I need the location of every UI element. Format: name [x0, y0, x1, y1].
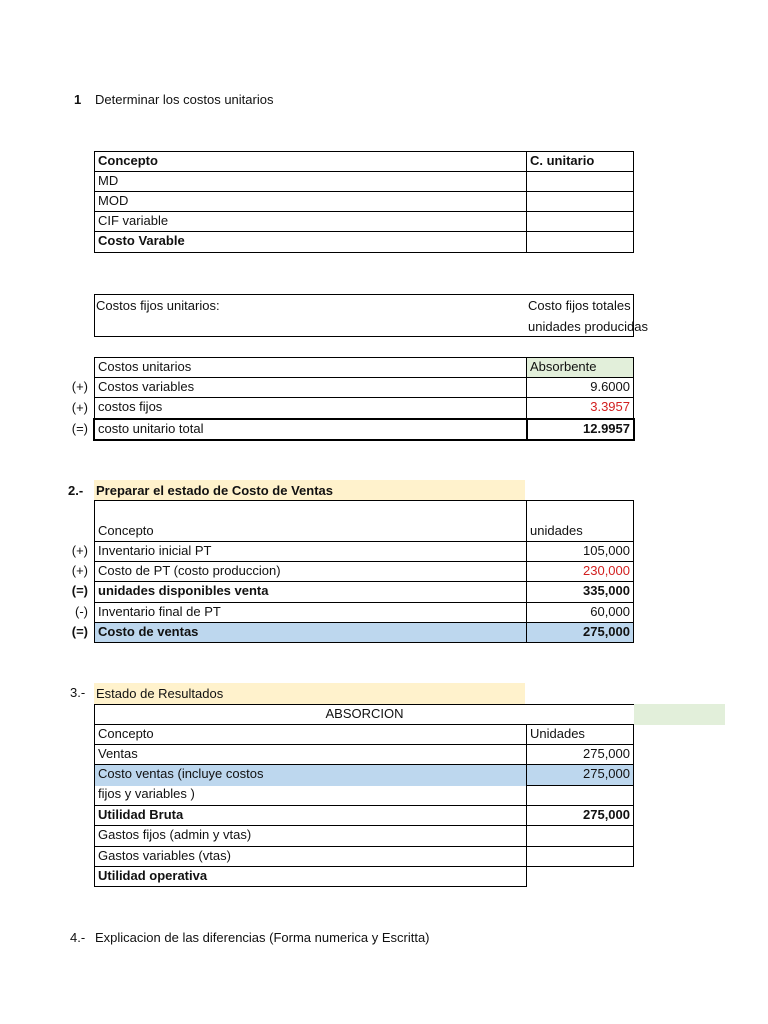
row-gastos-fijos: Gastos fijos (admin y vtas) — [94, 825, 527, 847]
row-costo-unitario-total: costo unitario total — [93, 418, 528, 441]
header-c-unitario: C. unitario — [526, 151, 634, 172]
value-inventario-final[interactable]: 60,000 — [526, 602, 634, 623]
absorcion-header: ABSORCION — [94, 704, 634, 725]
value-gastos-variables[interactable] — [526, 846, 634, 867]
value-costo-pt[interactable]: 230,000 — [526, 561, 634, 582]
value-costos-fijos[interactable]: 3.3957 — [526, 397, 634, 419]
row-ventas: Ventas — [94, 744, 527, 765]
row-md: MD — [94, 171, 527, 192]
sign-minus: (-) — [75, 604, 88, 619]
absorcion-band-extension — [634, 704, 725, 725]
row-unidades-disponibles: unidades disponibles venta — [94, 581, 527, 603]
is-header-concepto: Concepto — [94, 724, 527, 745]
sign-plus: (+) — [71, 563, 88, 578]
header-concepto: Concepto — [94, 151, 527, 172]
is-header-unidades: Unidades — [526, 724, 634, 745]
unit-costs-header-concept: Costos unitarios — [94, 357, 527, 378]
value-costo-unitario-total[interactable]: 12.9957 — [526, 418, 635, 441]
sign-equals: (=) — [71, 421, 88, 436]
row-cif-variable: CIF variable — [94, 211, 527, 232]
row-costo-de-ventas: Costo de ventas — [94, 622, 527, 643]
value-costo-ventas-cont[interactable] — [526, 785, 634, 806]
row-costo-variable: Costo Varable — [94, 231, 527, 253]
fixed-costs-label: Costos fijos unitarios: — [96, 298, 220, 313]
section3-title: Estado de Resultados — [94, 683, 525, 704]
row-mod: MOD — [94, 191, 527, 212]
fixed-costs-line2: unidades producidas — [528, 319, 648, 334]
sign-equals: (=) — [71, 583, 88, 598]
row-costo-ventas: Costo ventas (incluye costos — [94, 764, 527, 786]
cell-cif-value[interactable] — [526, 211, 634, 232]
cell-mod-value[interactable] — [526, 191, 634, 212]
row-utilidad-bruta: Utilidad Bruta — [94, 805, 527, 826]
value-ventas[interactable]: 275,000 — [526, 744, 634, 765]
sign-equals: (=) — [71, 624, 88, 639]
cos-header-unidades: unidades — [526, 500, 634, 542]
row-costos-fijos: costos fijos — [94, 397, 527, 419]
unit-costs-header-absorbente: Absorbente — [526, 357, 634, 378]
section1-title: Determinar los costos unitarios — [95, 92, 274, 107]
sign-plus: (+) — [71, 400, 88, 415]
section3-number: 3.- — [70, 685, 86, 700]
value-costo-ventas[interactable]: 275,000 — [526, 764, 634, 786]
fixed-costs-line1: Costo fijos totales — [528, 298, 631, 313]
row-gastos-variables: Gastos variables (vtas) — [94, 846, 527, 867]
row-utilidad-operativa: Utilidad operativa — [94, 866, 527, 887]
value-utilidad-bruta[interactable]: 275,000 — [526, 805, 634, 826]
row-costo-ventas-cont: fijos y variables ) — [94, 785, 527, 806]
row-costo-pt: Costo de PT (costo produccion) — [94, 561, 527, 582]
cell-costo-variable-value[interactable] — [526, 231, 634, 253]
section4-number: 4.- — [70, 930, 86, 945]
row-inventario-final: Inventario final de PT — [94, 602, 527, 623]
fixed-costs-box — [94, 294, 648, 337]
value-unidades-disponibles[interactable]: 335,000 — [526, 581, 634, 603]
cos-header-concepto: Concepto — [94, 500, 527, 542]
row-inventario-inicial: Inventario inicial PT — [94, 541, 527, 562]
row-costos-variables: Costos variables — [94, 377, 527, 398]
section2-title: Preparar el estado de Costo de Ventas — [94, 480, 525, 501]
sign-plus: (+) — [71, 379, 88, 394]
section2-number: 2.- — [68, 483, 84, 498]
cell-md-value[interactable] — [526, 171, 634, 192]
value-costo-de-ventas[interactable]: 275,000 — [526, 622, 634, 643]
value-gastos-fijos[interactable] — [526, 825, 634, 847]
section4-title: Explicacion de las diferencias (Forma numerica y Escritta) — [95, 930, 430, 945]
value-inventario-inicial[interactable]: 105,000 — [526, 541, 634, 562]
value-costos-variables[interactable]: 9.6000 — [526, 377, 634, 398]
section1-number: 1 — [74, 92, 82, 107]
sign-plus: (+) — [71, 543, 88, 558]
